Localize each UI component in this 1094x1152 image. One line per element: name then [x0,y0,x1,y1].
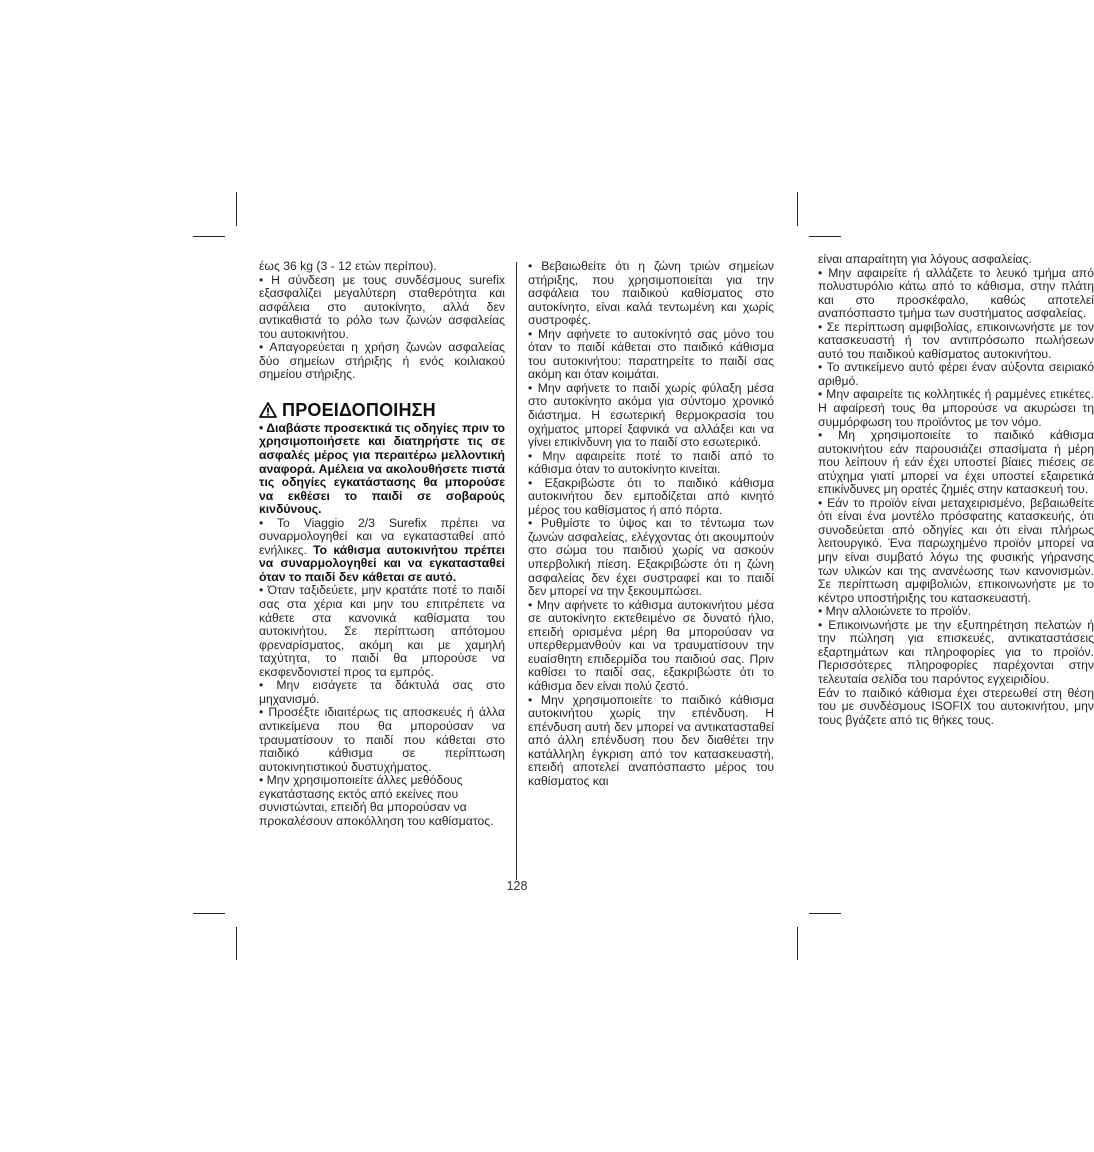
paragraph: • Η σύνδεση με τους συνδέσμους surefix εξασφαλίζει μεγαλύτερη σταθερότητα και ασφάλεια στο αυτοκίνητο, αλλά δεν αντικαθιστά το ρόλο των ζωνών ασφαλείας του αυτοκινήτου. [259,272,505,341]
paragraph: • Όταν ταξιδεύετε, μην κρατάτε ποτέ το παιδί σας στα χέρια και μην του επιτρέπετε να κάθετε στα κανονικά καθίσματα του αυτοκινήτου. Σε περίπτωση απότομου φρεναρίσματος, ακόμη και με χαμηλή ταχύτητα, το παιδί θα μπορούσε να εκσφενδονιστεί προς τα εμπρός. [259,583,505,679]
paragraph: • Μην αφήνετε το αυτοκίνητό σας μόνο του όταν το παιδί κάθεται στο παιδικό κάθισμα του αυτοκινήτου: παρατηρείτε το παιδί σας ακόμη και όταν κοιμάται. [528,326,774,382]
text-run: • Το Viaggio 2/3 Surefix πρέπει να συναρμολογηθεί και να εγκατασταθεί από ενήλικες. [259,515,505,557]
crop-mark [809,236,841,237]
crop-mark [797,192,798,226]
crop-mark [193,913,225,914]
warning-paragraph: • Διαβάστε προσεκτικά τις οδηγίες πριν το χρησιμοποιήσετε και διατηρήστε τις σε ασφαλές μέρος για περαιτέρω μελλοντική αναφορά. Αμέλεια να ακολουθήσετε πιστά τις οδηγίες εγκατάστασης θα μπορούσε να εκθέσει το παιδί σε σοβαρούς κινδύνους. [259,420,505,517]
paragraph: • Μην αφαιρείτε ή αλλάζετε το λευκό τμήμα από πολυστυρόλιο κάτω από το κάθισμα, στην πλάτη και στο προσκέφαλο, καθώς αποτελεί αναπόσπαστο τμήμα των συστήματος ασφαλείας. [818,265,1094,321]
paragraph: • Εάν το προϊόν είναι μεταχειρισμένο, βεβαιωθείτε ότι είναι ένα μοντέλο πρόσφατης κατασκευής, ότι συνοδεύεται από οδηγίες και ότι είναι πλήρως λειτουργικό. Ένα παρωχημένο προϊόν μπορεί να μην είναι συμβατό λόγω της φυσικής γήρανσης των υλικών και της ανανέωσης των κανονισμών. Σε περίπτωση αμφιβολιών, επικοινωνήστε με το κέντρο υποστήριξης του κατασκευαστή. [818,495,1094,605]
crop-mark [236,192,237,226]
paragraph: • Προσέξτε ιδιαιτέρως τις αποσκευές ή άλλα αντικείμενα που θα μπορούσαν να τραυματίσουν το παιδί που κάθεται στο παιδικό κάθισμα σε περίπτωση αυτοκινητιστικού δυστυχήματος. [259,705,505,774]
paragraph: • Εξακριβώστε ότι το παιδικό κάθισμα αυτοκινήτου δεν εμποδίζεται από κινητό μέρος του καθίσματος ή από πόρτα. [528,475,774,517]
paragraph: • Μην χρησιμοποιείτε άλλες μεθόδους εγκατάστασης εκτός από εκείνες που συνιστώνται, επειδή θα μπορούσαν να προκαλέσουν αποκόλληση του καθίσματος. [259,773,494,828]
paragraph: • Το αντικείμενο αυτό φέρει έναν αύξοντα σειριακό αριθμό. [818,360,1094,388]
bold-text-run: Το κάθισμα αυτοκινήτου πρέπει να συναρμολογηθεί και να εγκατασταθεί όταν το παιδί δεν κάθεται σε αυτό. [259,542,505,584]
paragraph: • Μην αφήνετε το παιδί χωρίς φύλαξη μέσα στο αυτοκίνητο ακόμα για σύντομο χρονικό διάστημα. Η εσωτερική θερμοκρασία του οχήματος μπορεί ξαφνικά να αλλάξει και να γίνει επικίνδυνη για το παιδί στο εσωτερικό. [528,380,774,450]
paragraph: είναι απαραίτητη για λόγους ασφαλείας. [818,252,1032,266]
paragraph: • Ρυθμίστε το ύψος και το τέντωμα των ζωνών ασφαλείας, ελέγχοντας ότι ακουμπούν στο σώμα του παιδιού χωρίς να ασκούν υπερβολική πίεση. Εξακριβώστε ότι η ζώνη ασφαλείας δεν έχει συστραφεί και το παιδί δεν μπορεί να την ξεκουμπώσει. [528,516,774,599]
paragraph: • Μην αφήνετε το κάθισμα αυτοκινήτου μέσα σε αυτοκίνητο εκτεθειμένο σε δυνατό ήλιο, επειδή ορισμένα μέρη θα μπορούσαν να υπερθερμανθούν και να τραυματίσουν την ευαίσθητη επιδερμίδα του παιδιού σας. Πριν καθίσει το παιδί σας, εξακριβώστε ότι το κάθισμα δεν είναι πολύ ζεστό. [528,597,774,693]
paragraph: Εάν το παιδικό κάθισμα έχει στερεωθεί στη θέση του με συνδέσμους ISOFIX του αυτοκινήτου, μην τους βγάζετε από τις θήκες τους. [818,685,1094,727]
paragraph: • Σε περίπτωση αμφιβολίας, επικοινωνήστε με τον κατασκευαστή ή τον αντιπρόσωπο πωλήσεων αυτό του παιδικού καθίσματος αυτοκινήτου. [818,319,1094,361]
warning-triangle-icon [259,402,277,418]
paragraph: • Απαγορεύεται η χρήση ζωνών ασφαλείας δύο σημείων στήριξης ή ενός κοιλιακού σημείου στήριξης. [259,340,505,382]
text-column-1 [259,260,505,828]
paragraph: • Μην αφαιρείτε ποτέ το παιδί από το κάθισμα όταν το αυτοκίνητο κινείται. [528,448,774,477]
column-divider [516,262,517,880]
paragraph: • Μην αφαιρείτε τις κολλητικές ή ραμμένες ετικέτες. Η αφαίρεσή τους θα μπορούσε να ακυρώσει τη συμμόρφωση του προϊόντος με τον νόμο. [818,387,1094,429]
text-column-3 [818,252,1094,893]
warning-heading [259,400,505,420]
page-number: 128 [506,879,528,893]
paragraph: • Μη χρησιμοποιείτε το παιδικό κάθισμα αυτοκινήτου εάν παρουσιάζει σπασίματα ή μέρη που λείπουν ή εάν έχει υποστεί βίαιες πιέσεις σε ατύχημα γιατί μπορεί να έχει υποστεί εξαιρετικά επικίνδυνες μη ορατές ζημιές στην κατασκευή του. [818,428,1094,497]
text-column-2 [528,260,774,788]
crop-mark [809,913,841,914]
column-3-content [818,253,1094,727]
paragraph: • Μην χρησιμοποιείτε το παιδικό κάθισμα αυτοκινήτου χωρίς την επένδυση. Η επένδυση αυτή δεν μπορεί να αντικατασταθεί από άλλη επένδυση που δεν διαθέτει την κατάλληλη έγκριση από τον κατασκευαστή, επειδή αποτελεί αναπόσπαστο μέρος του καθίσματος και [528,692,774,788]
paragraph: έως 36 kg (3 - 12 ετών περίπου). [259,259,437,273]
crop-mark [236,927,237,960]
paragraph: • Επικοινωνήστε με την εξυπηρέτηση πελατών ή την πώληση για επισκευές, αντικαταστάσεις εξαρτημάτων και πληροφορίες για το προϊόν. Περισσότερες πληροφορίες παρέχονται στην τελευταία σελίδα του παρόντος εγχειριδίου. [818,617,1094,686]
paragraph: • Μην αλλοιώνετε το προϊόν. [818,604,972,619]
paragraph [259,517,505,585]
warning-title: ΠΡΟΕΙΔΟΠΟΙΗΣΗ [282,399,436,420]
paragraph: • Μην εισάγετε τα δάκτυλά σας στο μηχανισμό. [259,678,505,706]
crop-mark [797,927,798,960]
crop-mark [193,236,225,237]
paragraph: • Βεβαιωθείτε ότι η ζώνη τριών σημείων στήριξης, που χρησιμοποιείται για την ασφάλεια του παιδικού καθίσματος στο αυτοκίνητο, είναι καλά τεντωμένη και χωρίς συστροφές. [528,259,774,328]
